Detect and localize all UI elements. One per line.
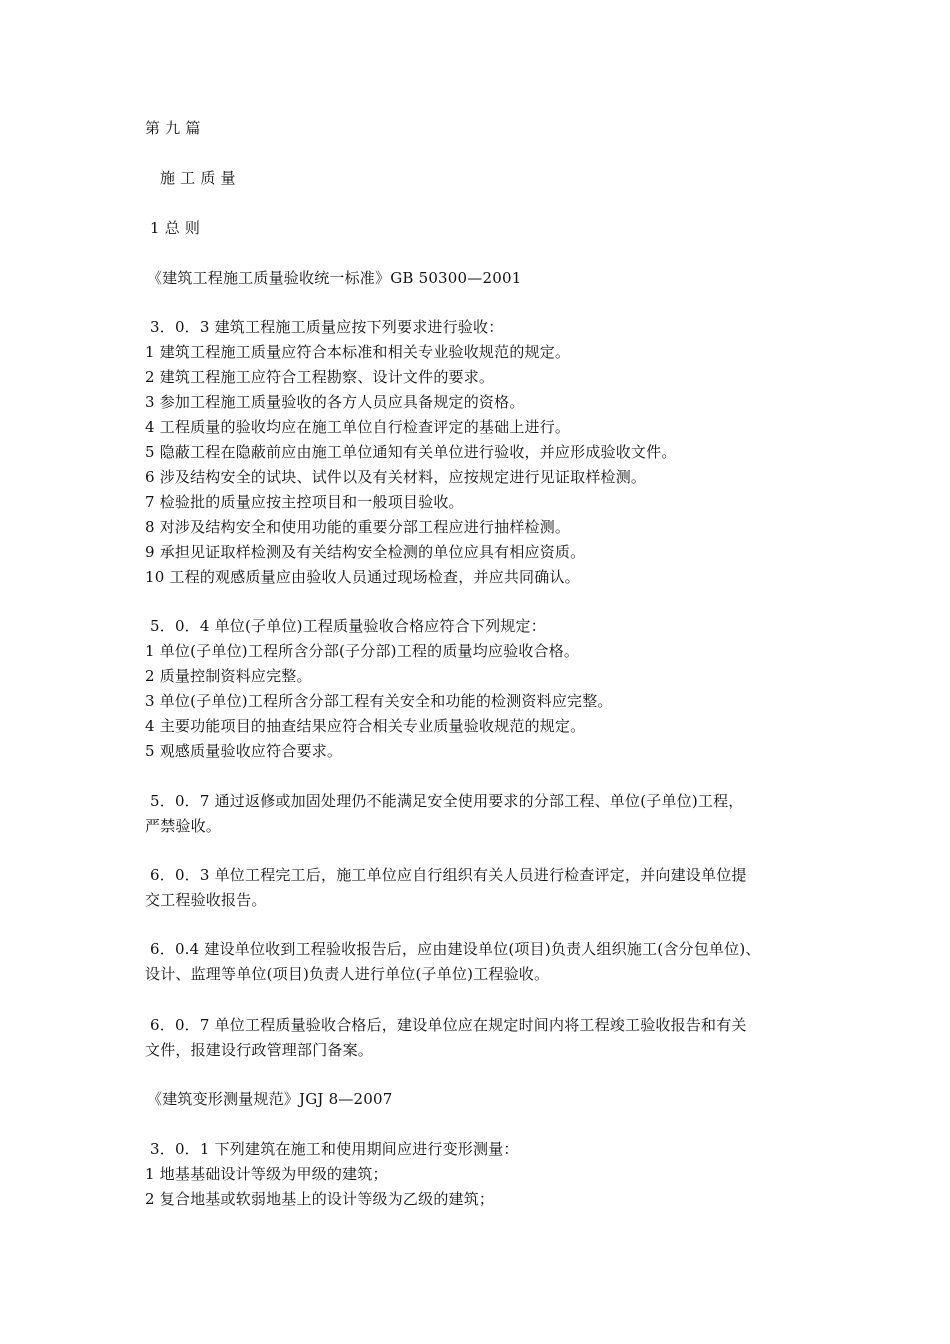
clause-item: 2 质量控制资料应完整。 bbox=[145, 667, 312, 685]
clause-item: 1 建筑工程施工质量应符合本标准和相关专业验收规范的规定。 bbox=[145, 343, 571, 361]
clause-paragraph: 5．0．7 通过返修或加固处理仍不能满足安全使用要求的分部工程、单位(子单位)工程， bbox=[150, 792, 744, 810]
clause-paragraph: 6．0．3 单位工程完工后，施工单位应自行组织有关人员进行检查评定，并向建设单位提 bbox=[150, 866, 747, 884]
clause-item: 8 对涉及结构安全和使用功能的重要分部工程应进行抽样检测。 bbox=[145, 518, 571, 536]
clause-paragraph-continuation: 设计、监理等单位(项目)负责人进行单位(子单位)工程验收。 bbox=[145, 965, 550, 983]
clause-heading: 5．0．4 单位(子单位)工程质量验收合格应符合下列规定： bbox=[150, 617, 546, 635]
clause-item: 4 工程质量的验收均应在施工单位自行检查评定的基础上进行。 bbox=[145, 418, 571, 436]
clause-paragraph: 6．0.4 建设单位收到工程验收报告后，应由建设单位(项目)负责人组织施工(含分包单位)、 bbox=[150, 940, 761, 958]
clause-heading: 3．0．1 下列建筑在施工和使用期间应进行变形测量： bbox=[150, 1140, 519, 1158]
clause-item: 7 检验批的质量应按主控项目和一般项目验收。 bbox=[145, 493, 464, 511]
clause-item: 10 工程的观感质量应由验收人员通过现场检查，并应共同确认。 bbox=[145, 568, 580, 586]
clause-item: 2 复合地基或软弱地基上的设计等级为乙级的建筑； bbox=[145, 1190, 495, 1208]
clause-item: 6 涉及结构安全的试块、试件以及有关材料，应按规定进行见证取样检测。 bbox=[145, 468, 647, 486]
clause-item: 5 隐蔽工程在隐蔽前应由施工单位通知有关单位进行验收，并应形成验收文件。 bbox=[145, 443, 677, 461]
clause-item: 1 地基基础设计等级为甲级的建筑； bbox=[145, 1165, 388, 1183]
clause-paragraph-continuation: 交工程验收报告。 bbox=[145, 891, 267, 909]
clause-item: 2 建筑工程施工应符合工程勘察、设计文件的要求。 bbox=[145, 368, 495, 386]
standard-title: 《建筑变形测量规范》JGJ 8—2007 bbox=[147, 1090, 393, 1108]
chapter-title: 1 总 则 bbox=[150, 219, 201, 237]
clause-item: 1 单位(子单位)工程所含分部(子分部)工程的质量均应验收合格。 bbox=[145, 642, 580, 660]
standard-title: 《建筑工程施工质量验收统一标准》GB 50300—2001 bbox=[147, 269, 522, 287]
clause-paragraph-continuation: 严禁验收。 bbox=[145, 817, 222, 835]
clause-paragraph: 6．0．7 单位工程质量验收合格后，建设单位应在规定时间内将工程竣工验收报告和有关 bbox=[150, 1016, 747, 1034]
clause-paragraph-continuation: 文件，报建设行政管理部门备案。 bbox=[145, 1041, 374, 1059]
clause-heading: 3．0．3 建筑工程施工质量应按下列要求进行验收： bbox=[150, 318, 504, 336]
section-title: 施 工 质 量 bbox=[160, 169, 236, 187]
clause-item: 3 单位(子单位)工程所含分部工程有关安全和功能的检测资料应完整。 bbox=[145, 692, 613, 710]
clause-item: 9 承担见证取样检测及有关结构安全检测的单位应具有相应资质。 bbox=[145, 543, 586, 561]
clause-item: 4 主要功能项目的抽查结果应符合相关专业质量验收规范的规定。 bbox=[145, 717, 586, 735]
clause-item: 3 参加工程施工质量验收的各方人员应具备规定的资格。 bbox=[145, 393, 525, 411]
part-title: 第 九 篇 bbox=[145, 119, 201, 137]
clause-item: 5 观感质量验收应符合要求。 bbox=[145, 742, 343, 760]
